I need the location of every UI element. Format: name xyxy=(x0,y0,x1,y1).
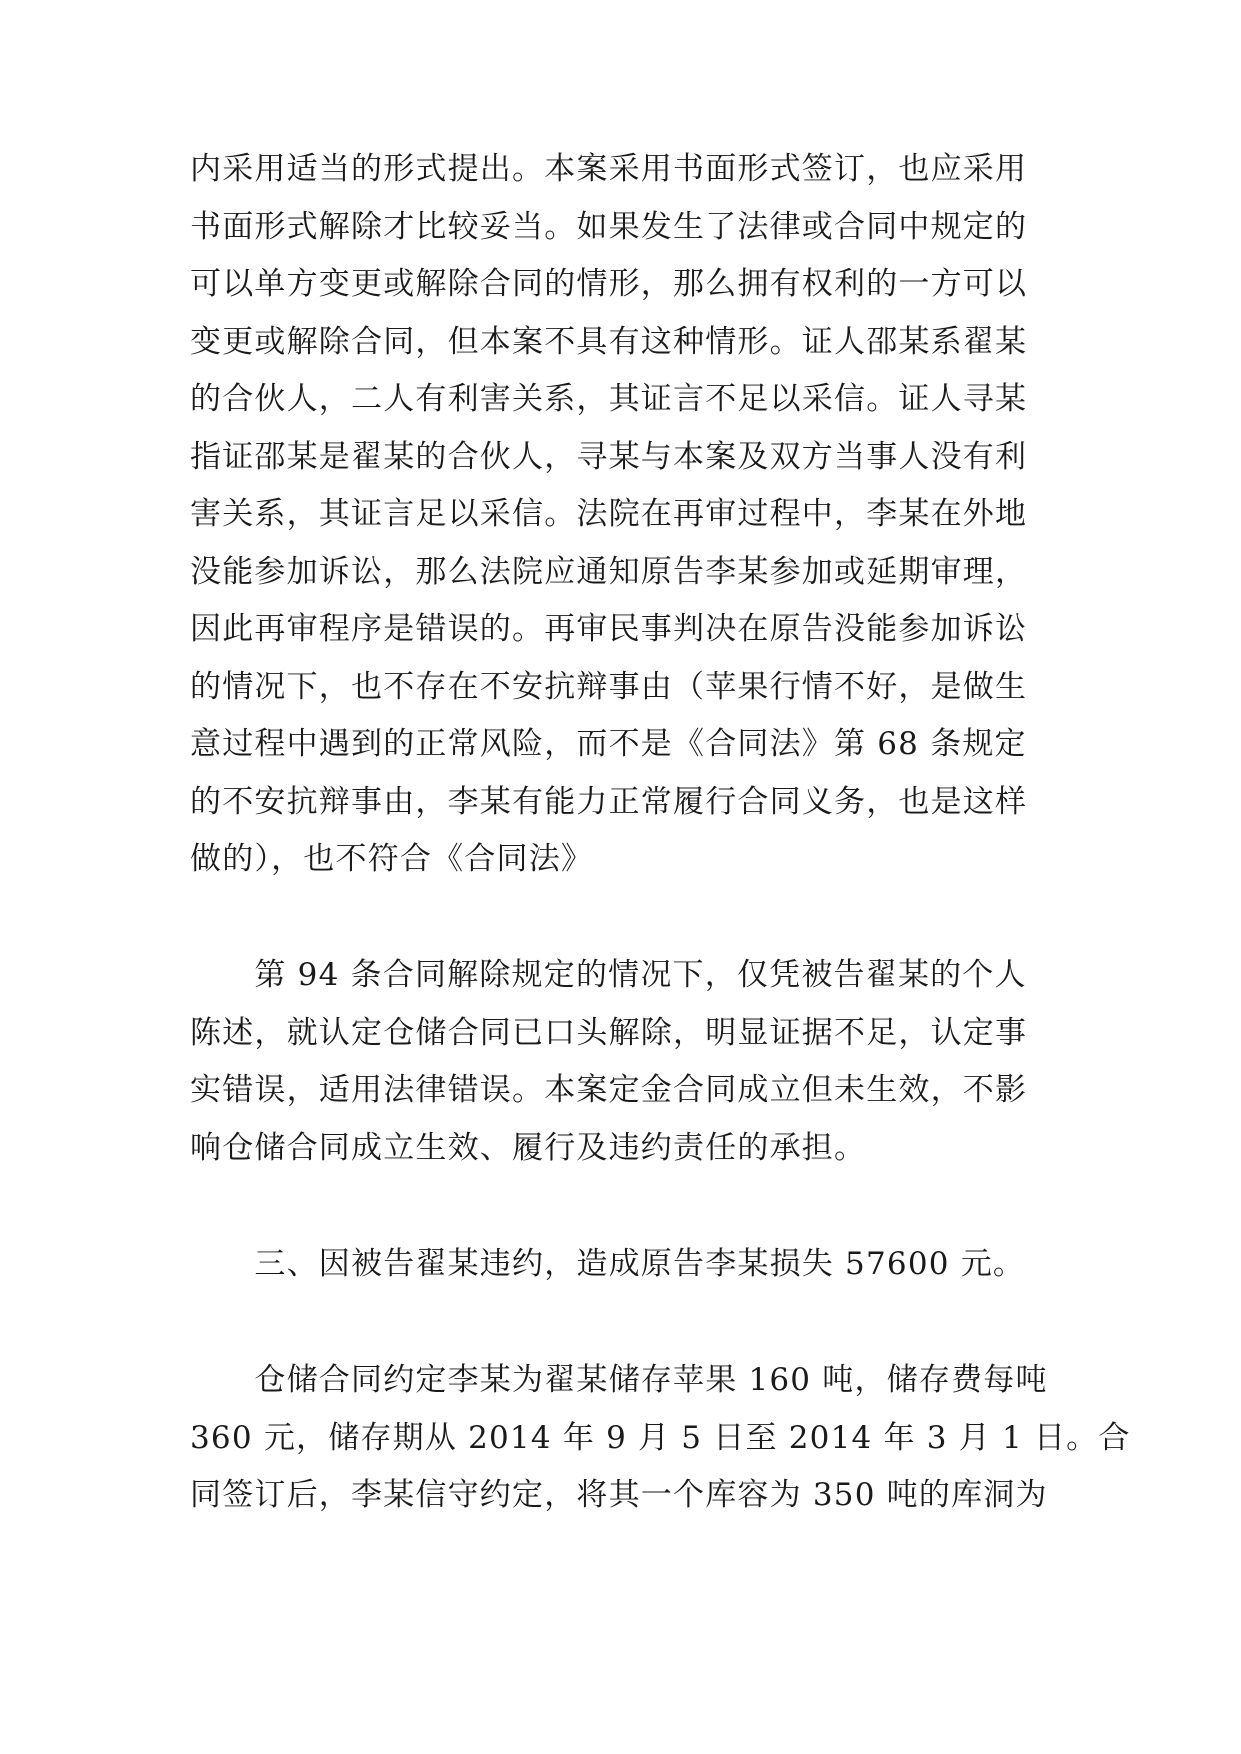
text-line: 同签订后，李某信守约定，将其一个库容为 350 吨的库洞为 xyxy=(190,1477,1048,1513)
text-line: 三、因被告翟某违约，造成原告李某损失 57600 元。 xyxy=(190,1246,1026,1282)
text-line: 做的），也不符合《合同法》 xyxy=(190,841,594,877)
text-line: 响仓储合同成立生效、履行及违约责任的承担。 xyxy=(190,1130,867,1166)
text-line: 害关系，其证言足以采信。法院在再审过程中，李某在外地 xyxy=(190,496,1028,532)
text-line: 仓储合同约定李某为翟某储存苹果 160 吨，储存费每吨 xyxy=(190,1362,1048,1398)
text-line: 陈述，就认定仓储合同已口头解除，明显证据不足，认定事 xyxy=(190,1015,1028,1051)
text-line: 没能参加诉讼，那么法院应通知原告李某参加或延期审理， xyxy=(190,554,1028,590)
text-line: 的合伙人，二人有利害关系，其证言不足以采信。证人寻某 xyxy=(190,381,1028,417)
text-line: 内采用适当的形式提出。本案采用书面形式签订，也应采用 xyxy=(190,151,1028,187)
text-line: 的不安抗辩事由，李某有能力正常履行合同义务，也是这样 xyxy=(190,784,1028,820)
text-line: 的情况下，也不存在不安抗辩事由（苹果行情不好，是做生 xyxy=(190,669,1028,705)
text-line: 360 元，储存期从 2014 年 9 月 5 日至 2014 年 3 月 1 日。合 xyxy=(190,1420,1131,1456)
text-line: 意过程中遇到的正常风险，而不是《合同法》第 68 条规定 xyxy=(190,726,1027,762)
text-line: 因此再审程序是错误的。再审民事判决在原告没能参加诉讼 xyxy=(190,611,1028,647)
text-line: 书面形式解除才比较妥当。如果发生了法律或合同中规定的 xyxy=(190,209,1028,245)
text-line: 第 94 条合同解除规定的情况下，仅凭被告翟某的个人 xyxy=(190,957,1027,993)
text-line: 可以单方变更或解除合同的情形，那么拥有权利的一方可以 xyxy=(190,266,1028,302)
text-line: 实错误，适用法律错误。本案定金合同成立但未生效，不影 xyxy=(190,1072,1028,1108)
text-line: 变更或解除合同，但本案不具有这种情形。证人邵某系翟某 xyxy=(190,324,1028,360)
text-line: 指证邵某是翟某的合伙人，寻某与本案及双方当事人没有利 xyxy=(190,439,1028,475)
